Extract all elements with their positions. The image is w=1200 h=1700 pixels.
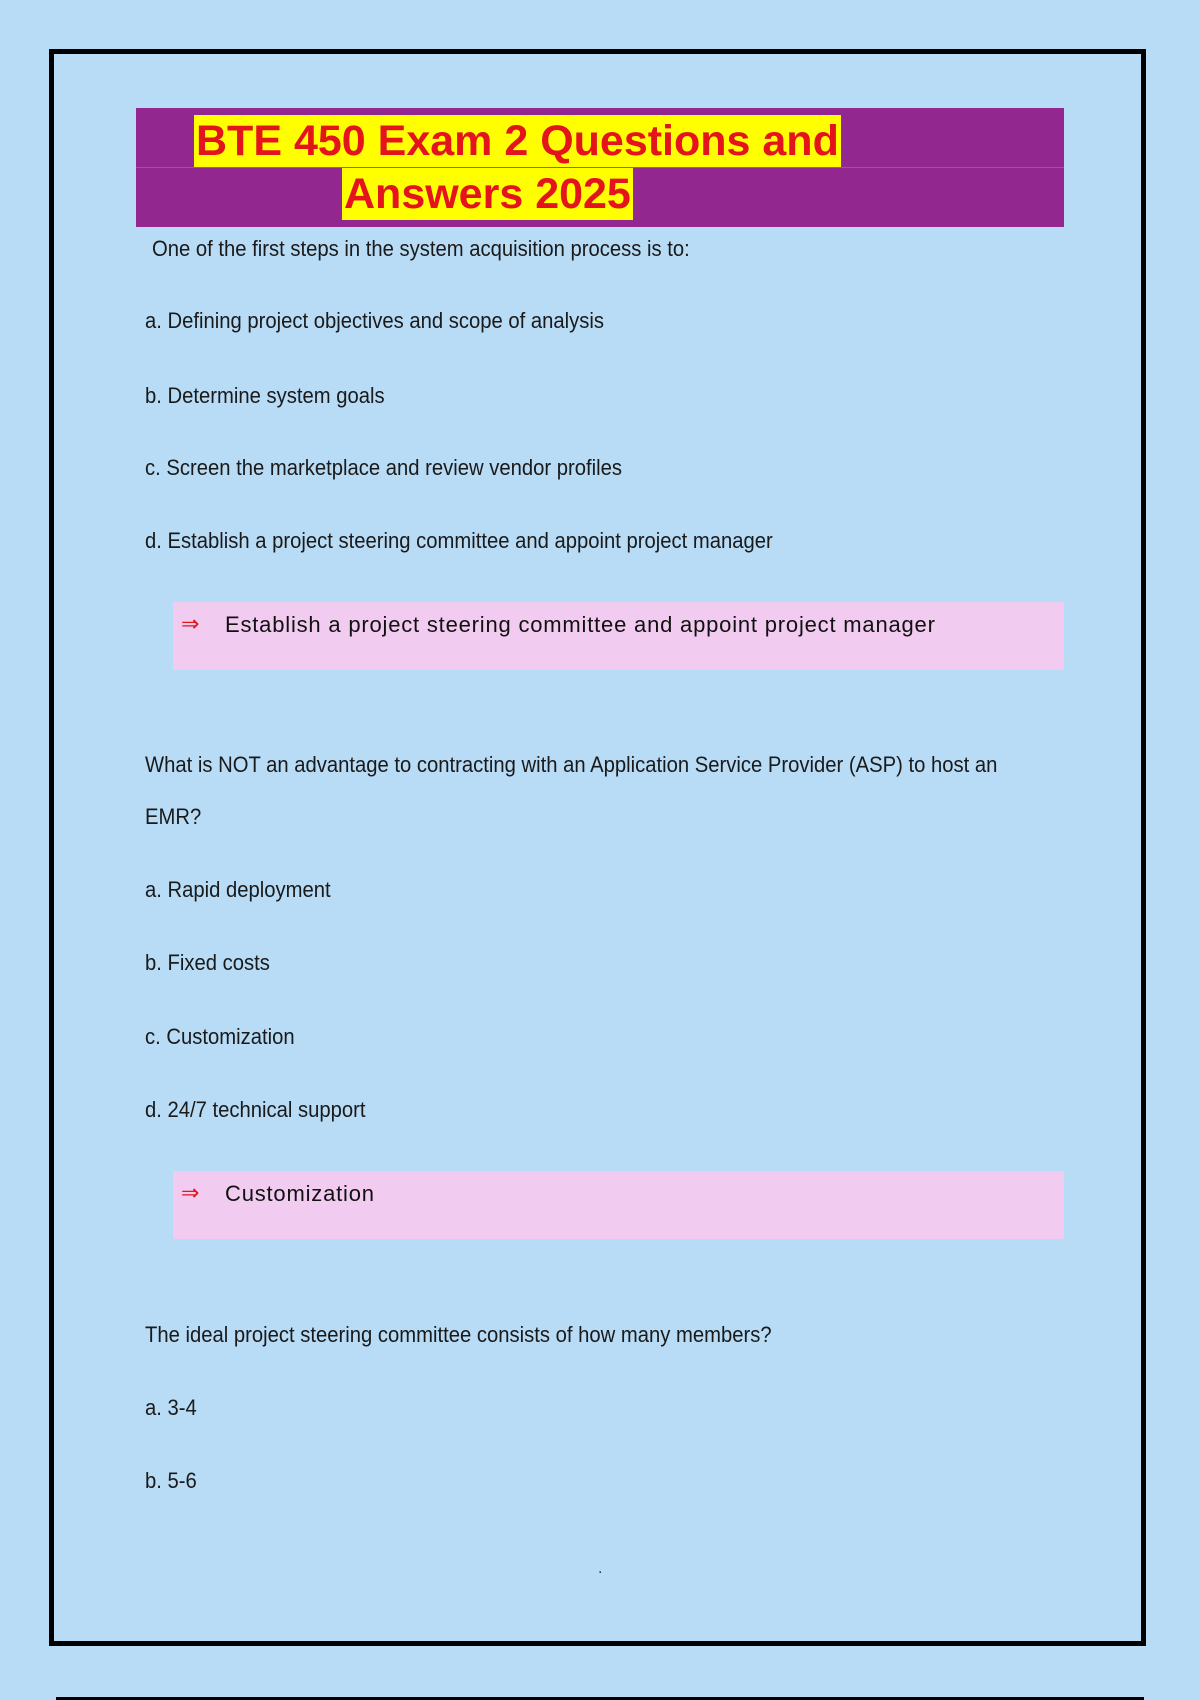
question-1-option-c: c. Screen the marketplace and review vendor profiles — [145, 455, 623, 480]
question-2-prompt: What is NOT an advantage to contracting with an Application Service Provider (ASP) to host an EMR? — [145, 752, 998, 829]
question-1-answer: Establish a project steering committee and appoint project manager — [225, 612, 936, 637]
question-2-option-b: b. Fixed costs — [145, 950, 270, 975]
question-1-option-a: a. Defining project objectives and scope of analysis — [145, 308, 605, 333]
page-border — [49, 49, 1146, 1646]
footer-dot: . — [598, 1560, 603, 1577]
question-2-option-c: c. Customization — [145, 1024, 295, 1049]
question-3-prompt: The ideal project steering committee consists of how many members? — [145, 1322, 772, 1347]
question-1-answer-box — [173, 602, 1064, 670]
question-1-prompt: One of the first steps in the system acquisition process is to: — [152, 236, 690, 261]
question-2-answer: Customization — [225, 1181, 375, 1206]
question-2-option-a: a. Rapid deployment — [145, 877, 331, 902]
page-title-line-1: BTE 450 Exam 2 Questions and — [196, 117, 839, 165]
question-1-option-b: b. Determine system goals — [145, 383, 385, 408]
arrow-right-icon: ⇒ — [181, 612, 200, 637]
question-1-option-d: d. Establish a project steering committee and appoint project manager — [145, 528, 773, 553]
arrow-right-icon: ⇒ — [181, 1181, 200, 1206]
page-title-line-2: Answers 2025 — [344, 170, 631, 218]
question-3-option-b: b. 5-6 — [145, 1468, 197, 1493]
question-3-option-a: a. 3-4 — [145, 1395, 197, 1420]
question-2-answer-box — [173, 1171, 1064, 1239]
question-2-option-d: d. 24/7 technical support — [145, 1097, 366, 1122]
